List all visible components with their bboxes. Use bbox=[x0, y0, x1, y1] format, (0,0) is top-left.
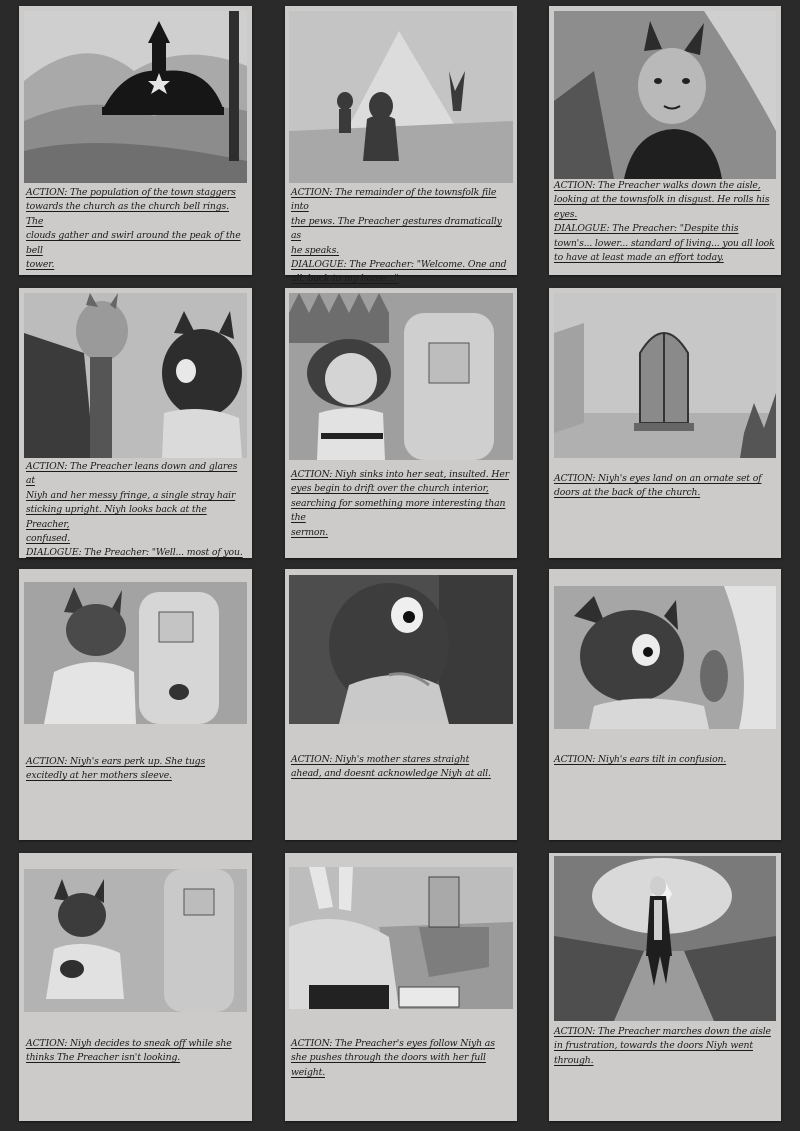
panel-caption: ACTION: The Preacher's eyes follow Niyh as she pushes through the doors with her full weight. bbox=[291, 1038, 495, 1078]
panel-illustration-ornate-doors bbox=[554, 293, 776, 458]
panel-illustration-mother-stares-ahead bbox=[289, 575, 513, 724]
storyboard-panel-1 bbox=[19, 6, 252, 275]
storyboard-panel-7 bbox=[19, 569, 252, 840]
panel-caption: ACTION: Niyh decides to sneak off while she thinks The Preacher isn't looking. bbox=[26, 1038, 232, 1064]
storyboard-panel-2 bbox=[285, 6, 517, 285]
storyboard-panel-9 bbox=[549, 569, 781, 840]
panel-illustration-church-on-hill bbox=[24, 11, 247, 183]
panel-caption: ACTION: Niyh sinks into her seat, insulted. Her eyes begin to drift over the church interior, searching for something more interesting than the sermon. bbox=[291, 469, 510, 538]
panel-illustration-church-aisle bbox=[289, 11, 513, 183]
panel-caption: ACTION: The Preacher marches down the aisle in frustration, towards the doors Niyh went through. bbox=[554, 1026, 771, 1066]
storyboard-panel-8 bbox=[285, 569, 517, 840]
panel-illustration-niyh-sneaks-off bbox=[24, 869, 247, 1012]
storyboard-panel-5 bbox=[285, 288, 517, 558]
panel-caption: ACTION: Niyh's mother stares straight ahead, and doesnt acknowledge Niyh at all. bbox=[291, 754, 491, 780]
panel-caption: ACTION: Niyh's ears tilt in confusion. bbox=[554, 754, 727, 765]
storyboard-panel-6 bbox=[549, 288, 781, 558]
storyboard-panel-11 bbox=[285, 853, 517, 1121]
panel-caption: ACTION: The Preacher walks down the aisle, looking at the townsfolk in disgust. He rolls his eyes. DIALOGUE: The Preacher: "Despite this town's... lower... standard of living... you all look to have at least made an effort today. bbox=[554, 180, 775, 264]
panel-illustration-niyh-in-pew bbox=[289, 293, 513, 460]
panel-illustration-preacher-marches-aisle bbox=[554, 856, 776, 1021]
panel-illustration-niyh-ears-tilt bbox=[554, 586, 776, 729]
panel-caption: ACTION: The remainder of the townsfolk file into the pews. The Preacher gestures dramatically as he speaks. DIALOGUE: The Preacher: "Welcome. One and all, back to my home..." bbox=[291, 187, 507, 285]
panel-caption: ACTION: Niyh's ears perk up. She tugs excitedly at her mothers sleeve. bbox=[26, 756, 206, 782]
panel-caption: ACTION: The Preacher leans down and glares at Niyh and her messy fringe, a single stray hair sticking upright. Niyh looks back at the Preacher, confused. DIALOGUE: The Preacher: "Well... most of you. bbox=[26, 461, 243, 559]
storyboard-panel-4 bbox=[19, 288, 252, 558]
panel-illustration-preacher-glares-at-niyh bbox=[24, 293, 247, 458]
panel-caption: ACTION: Niyh's eyes land on an ornate set of doors at the back of the church. bbox=[554, 473, 762, 499]
panel-illustration-niyh-tugs-sleeve bbox=[24, 582, 247, 724]
storyboard-panel-3 bbox=[549, 6, 781, 275]
panel-illustration-preacher-portrait bbox=[554, 11, 776, 179]
storyboard-panel-10 bbox=[19, 853, 252, 1121]
panel-illustration-preacher-watches-doors bbox=[289, 867, 513, 1009]
storyboard-panel-12 bbox=[549, 853, 781, 1121]
panel-caption: ACTION: The population of the town staggers towards the church as the church bell rings. The clouds gather and swirl around the peak of the bell tower. bbox=[26, 187, 241, 271]
